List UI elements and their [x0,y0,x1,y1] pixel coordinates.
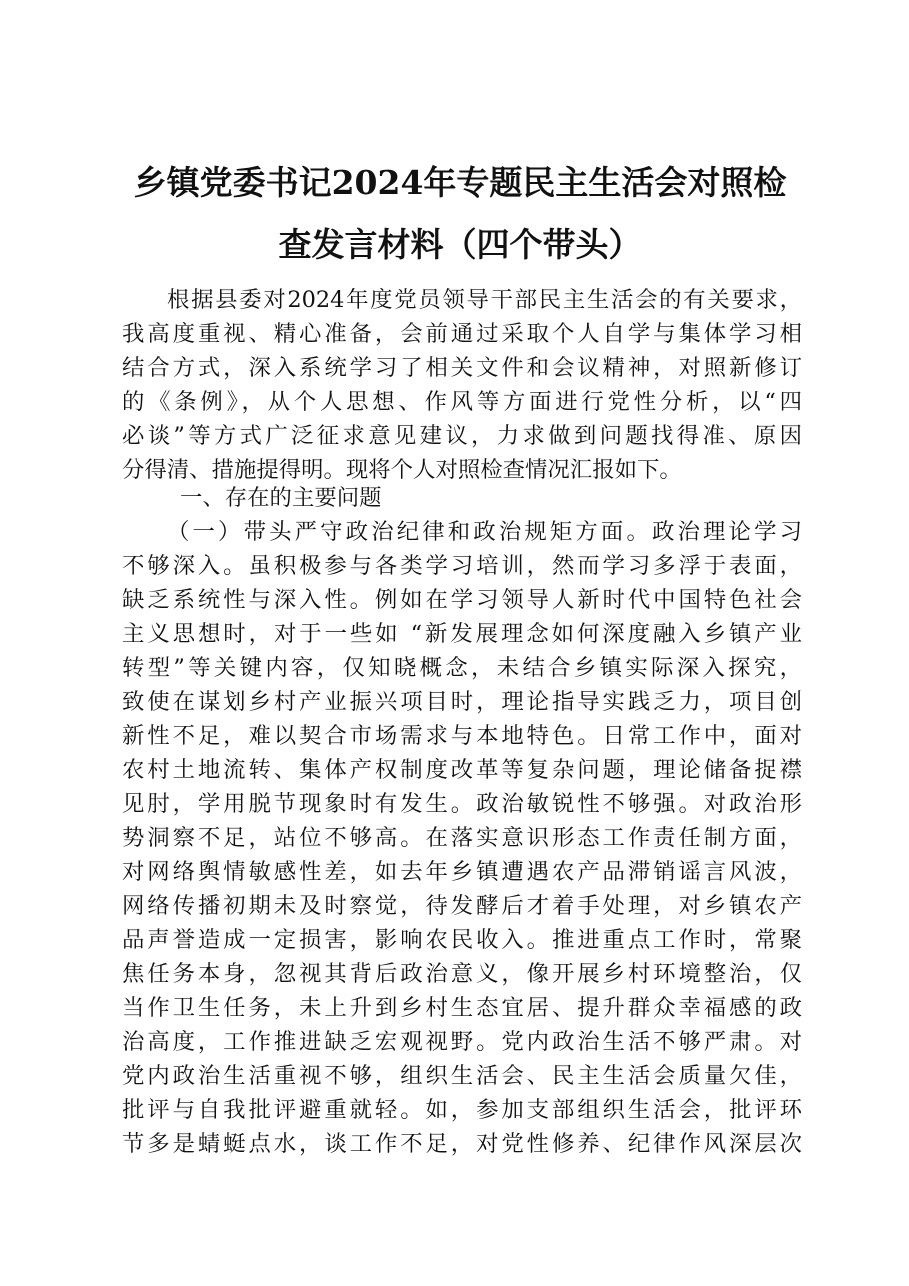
paragraph-line: 网络传播初期未及时察觉，待发酵后才着手处理，对乡镇农产 [122,893,802,919]
paragraph-line: 主义思想时，对于一些如 “新发展理念如何深度融入乡镇产业 [122,621,802,647]
paragraph-line: 缺乏系统性与深入性。例如在学习领导人新时代中国特色社会 [122,587,802,613]
paragraph-line: 治高度，工作推进缺乏宏观视野。党内政治生活不够严肃。对 [122,1029,802,1055]
paragraph-line: 党内政治生活重视不够，组织生活会、民主生活会质量欠佳， [122,1063,802,1089]
section-heading: 一、存在的主要问题 [180,485,382,511]
paragraph-line: 结合方式，深入系统学习了相关文件和会议精神，对照新修订 [122,355,802,381]
paragraph-line: 转型”等关键内容，仅知晓概念，未结合乡镇实际深入探究， [122,655,802,681]
paragraph-line: 农村土地流转、集体产权制度改革等复杂问题，理论储备捉襟 [122,757,802,783]
paragraph-line: 的《条例》，从个人思想、作风等方面进行党性分析，以“四 [122,389,802,415]
paragraph-line: 见肘，学用脱节现象时有发生。政治敏锐性不够强。对政治形 [122,791,802,817]
paragraph-line: 我高度重视、精心准备，会前通过采取个人自学与集体学习相 [122,321,802,347]
document-title-line-1: 乡镇党委书记2024年专题民主生活会对照检 [133,163,787,202]
paragraph-line: 新性不足，难以契合市场需求与本地特色。日常工作中，面对 [122,723,802,749]
paragraph-line: 致使在谋划乡村产业振兴项目时，理论指导实践乏力，项目创 [122,689,802,715]
paragraph-line: 势洞察不足，站位不够高。在落实意识形态工作责任制方面， [122,825,802,851]
document-title-line-2: 查发言材料（四个带头） [278,225,642,264]
paragraph-line: 根据县委对2024年度党员领导干部民主生活会的有关要求， [167,287,802,313]
paragraph-line: 分得清、措施提得明。现将个人对照检查情况汇报如下。 [122,457,682,483]
paragraph-line: （一）带头严守政治纪律和政治规矩方面。政治理论学习 [167,519,802,545]
paragraph-line: 不够深入。虽积极参与各类学习培训，然而学习多浮于表面， [122,553,802,579]
paragraph-line: 品声誉造成一定损害，影响农民收入。推进重点工作时，常聚 [122,927,802,953]
paragraph-line: 当作卫生任务，未上升到乡村生态宜居、提升群众幸福感的政 [122,995,802,1021]
paragraph-line: 批评与自我批评避重就轻。如，参加支部组织生活会，批评环 [122,1097,802,1123]
paragraph-line: 焦任务本身，忽视其背后政治意义，像开展乡村环境整治，仅 [122,961,802,987]
paragraph-line: 对网络舆情敏感性差，如去年乡镇遭遇农产品滞销谣言风波， [122,859,802,885]
paragraph-line: 节多是蜻蜓点水，谈工作不足，对党性修养、纪律作风深层次 [122,1131,802,1157]
paragraph-line: 必谈”等方式广泛征求意见建议，力求做到问题找得准、原因 [122,423,802,449]
